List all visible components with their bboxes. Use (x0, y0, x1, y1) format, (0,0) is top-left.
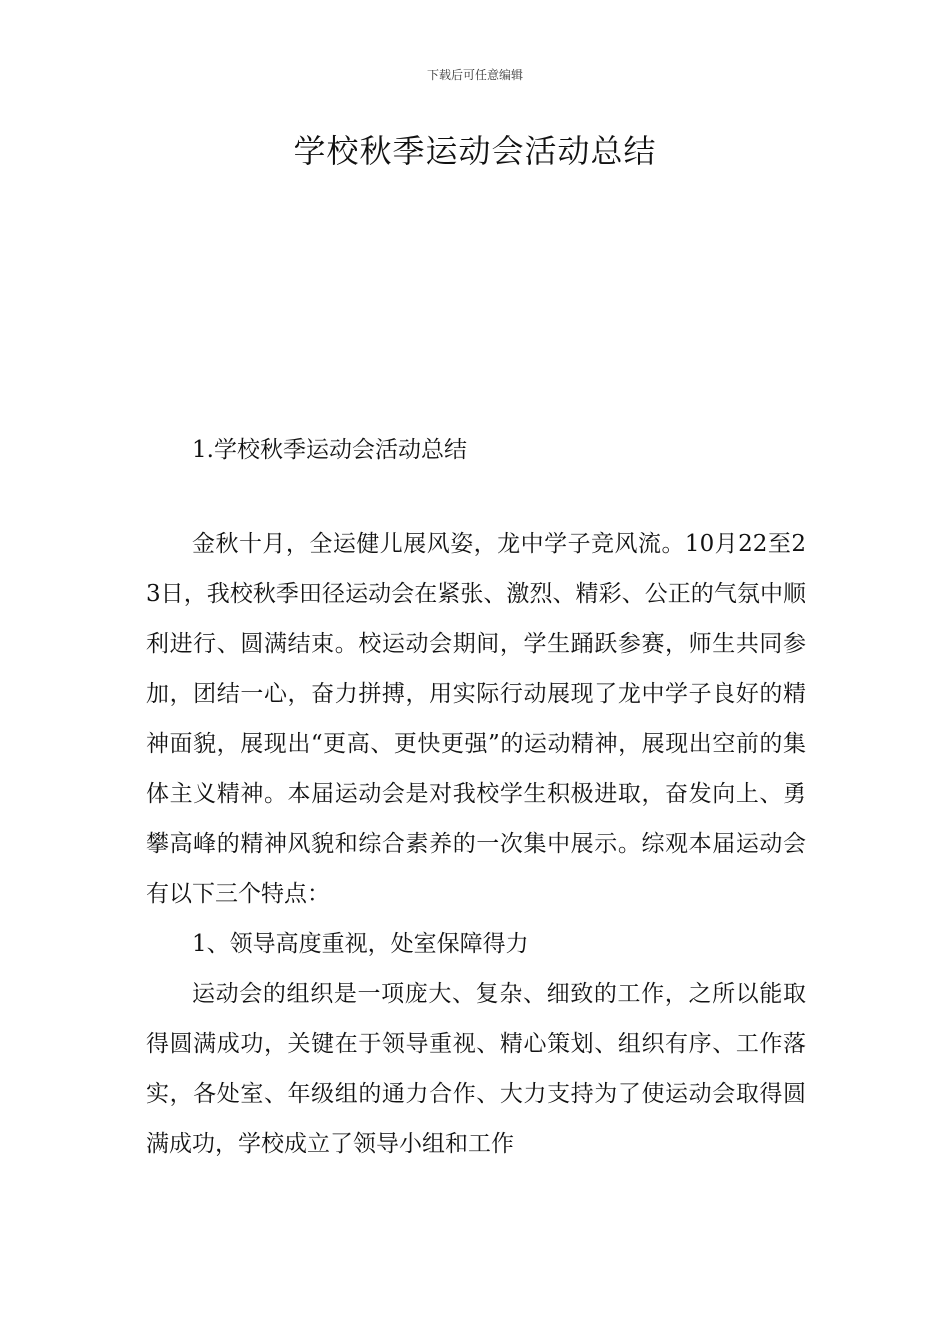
intro-paragraph: 金秋十月，全运健儿展风姿，龙中学子竞风流。10月22至23日，我校秋季田径运动会在紧张、激烈、精彩、公正的气氛中顺利进行、圆满结束。校运动会期间，学生踊跃参赛，师生共同参加，团结一心，奋力拼搏，用实际行动展现了龙中学子良好的精神面貌，展现出“更高、更快更强”的运动精神，展现出空前的集体主义精神。本届运动会是对我校学生积极进取，奋发向上、勇攀高峰的精神风貌和综合素养的一次集中展示。综观本届运动会有以下三个特点： (146, 531, 806, 907)
document-body (146, 425, 806, 1169)
section-heading: 1.学校秋季运动会活动总结 (192, 437, 467, 463)
header-note: 下载后可任意编辑 (426, 68, 523, 82)
point-1-paragraph: 运动会的组织是一项庞大、复杂、细致的工作，之所以能取得圆满成功，关键在于领导重视、精心策划、组织有序、工作落实，各处室、年级组的通力合作、大力支持为了使运动会取得圆满成功，学校成立了领导小组和工作 (146, 981, 806, 1157)
document-title: 学校秋季运动会活动总结 (293, 132, 657, 170)
point-1-heading: 1、领导高度重视，处室保障得力 (192, 931, 529, 957)
